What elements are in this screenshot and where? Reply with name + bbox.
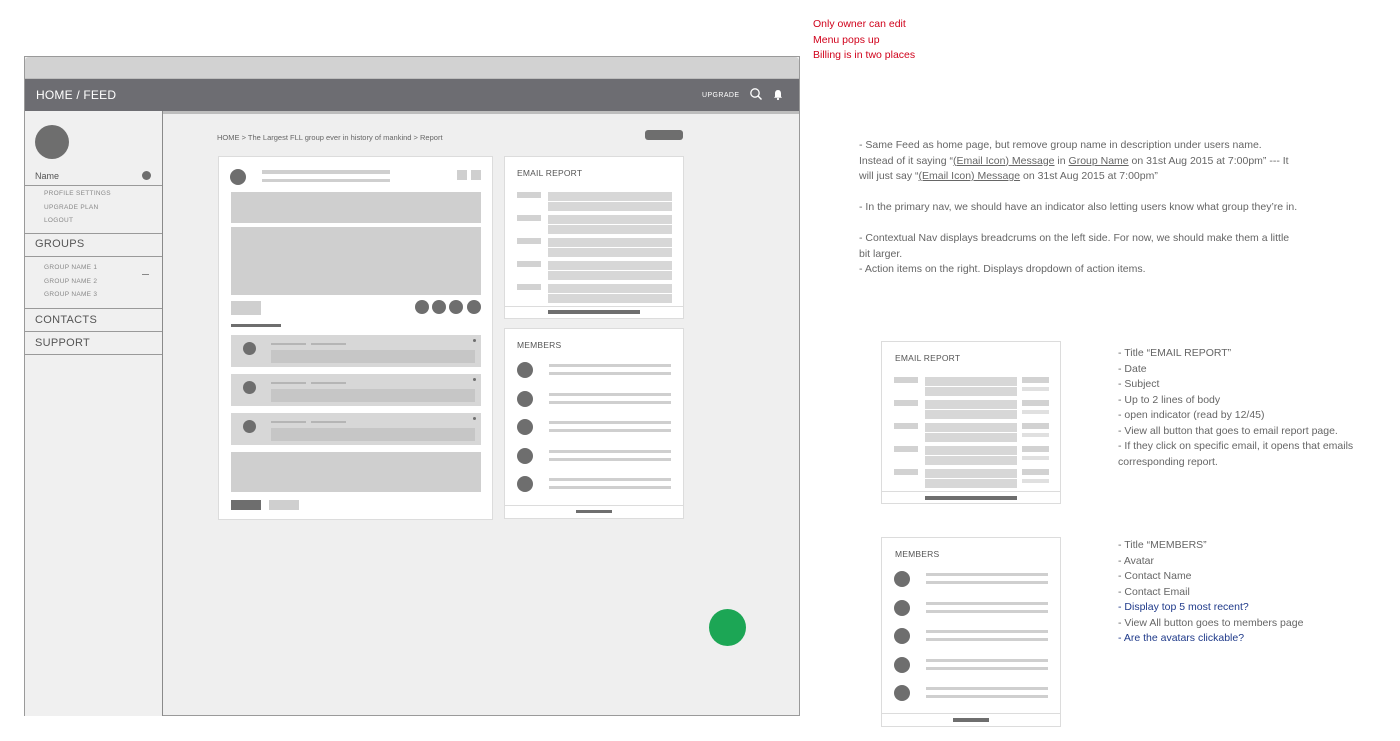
spec-item: - View All button goes to members page	[1118, 616, 1304, 629]
open-indicator-cell	[1022, 433, 1049, 437]
email-report-table	[894, 377, 1049, 487]
subject-cell	[925, 469, 1017, 478]
date-cell	[517, 215, 541, 221]
open-indicator-cell	[1022, 423, 1049, 429]
avatar[interactable]	[467, 300, 481, 314]
red-note: Billing is in two places	[813, 49, 916, 61]
sidebar-item-group[interactable]: GROUP NAME 2	[44, 277, 98, 285]
contact-email	[549, 486, 671, 489]
bell-icon[interactable]	[772, 88, 784, 101]
contact-email	[926, 638, 1048, 641]
annotation-notes	[859, 138, 1299, 278]
spec-question: - Are the avatars clickable?	[1118, 632, 1245, 644]
view-all-button[interactable]	[548, 310, 640, 314]
list-item[interactable]	[517, 362, 672, 382]
list-item[interactable]	[231, 335, 481, 367]
contact-name	[549, 364, 671, 367]
unread-dot	[473, 417, 476, 420]
spec-item: - Contact Name	[1118, 570, 1192, 582]
sidebar-item-group[interactable]: GROUP NAME 3	[44, 291, 98, 298]
avatar	[517, 391, 533, 407]
spec-question: - Display top 5 most recent?	[1118, 601, 1249, 613]
avatar	[517, 448, 533, 464]
note-action-items: - Action items on the right. Displays dropdown of action items.	[859, 263, 1146, 275]
avatar	[894, 685, 910, 701]
note-text: - Same Feed as home page, but remove group name in description under users name. Instead of it saying “	[859, 139, 1262, 167]
open-indicator-cell	[1022, 387, 1049, 391]
list-item[interactable]	[894, 571, 1049, 591]
upgrade-plan-link[interactable]: UPGRADE PLAN	[44, 203, 99, 211]
red-note: Only owner can edit	[813, 18, 906, 30]
list-item[interactable]	[517, 448, 672, 468]
text-block	[271, 428, 475, 441]
spec-item: - If they click on specific email, it opens that emails corresponding report.	[1118, 440, 1354, 468]
list-item[interactable]	[894, 685, 1049, 705]
post-body	[231, 192, 481, 223]
date-cell	[894, 423, 918, 429]
body-cell	[548, 294, 672, 303]
list-item[interactable]	[517, 476, 672, 496]
members-spec-list	[1118, 538, 1388, 647]
divider	[25, 233, 162, 234]
text-line	[311, 343, 346, 345]
list-item[interactable]	[894, 657, 1049, 677]
logout-link[interactable]: LOGOUT	[44, 217, 74, 224]
avatar	[894, 600, 910, 616]
list-item[interactable]	[517, 419, 672, 439]
body-cell	[548, 225, 672, 234]
contact-name	[549, 421, 671, 424]
table-row[interactable]	[894, 423, 1049, 443]
card-title: MEMBERS	[517, 340, 562, 350]
profile-settings-link[interactable]: PROFILE SETTINGS	[44, 190, 111, 197]
text-line	[271, 421, 306, 423]
body-cell	[548, 271, 672, 280]
email-report-spec-list	[1118, 346, 1388, 470]
text-line	[311, 421, 346, 423]
avatar	[894, 571, 910, 587]
divider	[882, 713, 1060, 714]
action-items-button[interactable]	[645, 130, 683, 140]
table-row[interactable]	[517, 284, 672, 304]
list-item[interactable]	[231, 413, 481, 445]
table-row[interactable]	[517, 238, 672, 258]
members-spec-card	[881, 537, 1061, 727]
avatar[interactable]	[35, 125, 69, 159]
action-square[interactable]	[457, 170, 467, 180]
note-text: on 31st Aug 2015 at 7:00pm” --- It will just say “	[859, 154, 1289, 182]
email-report-spec-card	[881, 341, 1061, 504]
avatar[interactable]	[432, 300, 446, 314]
upgrade-link[interactable]: UPGRADE	[702, 92, 740, 99]
spec-item: - View all button that goes to email report page.	[1118, 424, 1338, 437]
divider	[25, 354, 162, 355]
unread-dot	[473, 378, 476, 381]
divider	[882, 491, 1060, 492]
date-cell	[517, 238, 541, 244]
sidebar-item-group[interactable]: GROUP NAME 1	[44, 264, 98, 271]
note-feed	[859, 138, 1299, 185]
email-report-card	[504, 156, 684, 319]
subject-cell	[548, 238, 672, 247]
breadcrumb[interactable]: HOME > The Largest FLL group ever in history of mankind > Report	[217, 133, 443, 142]
list-item[interactable]	[517, 391, 672, 411]
date-cell	[894, 400, 918, 406]
spec-item: - Title “MEMBERS”	[1118, 539, 1207, 551]
open-indicator-cell	[1022, 410, 1049, 414]
sidebar-item-support[interactable]: SUPPORT	[35, 337, 91, 349]
subject-cell	[548, 192, 672, 201]
body-cell	[925, 410, 1017, 419]
card-title: EMAIL REPORT	[895, 353, 961, 363]
text-line	[262, 170, 390, 174]
avatar[interactable]	[449, 300, 463, 314]
table-row[interactable]	[517, 261, 672, 281]
spec-item: - Contact Email	[1118, 585, 1190, 598]
view-all-button	[953, 718, 989, 722]
open-indicator-cell	[1022, 377, 1049, 383]
divider	[25, 256, 162, 257]
contact-name	[926, 687, 1048, 690]
contact-name	[926, 659, 1048, 662]
avatar	[243, 381, 256, 394]
spec-item: - Up to 2 lines of body	[1118, 393, 1221, 406]
avatar	[243, 342, 256, 355]
text-block	[271, 350, 475, 363]
body-cell	[925, 433, 1017, 442]
search-icon[interactable]	[749, 87, 763, 101]
avatar[interactable]	[415, 300, 429, 314]
spec-item: - Subject	[1118, 378, 1160, 390]
table-row[interactable]	[517, 192, 672, 212]
body-cell	[925, 456, 1017, 465]
avatar	[517, 362, 533, 378]
text-line	[271, 382, 306, 384]
subject-cell	[925, 400, 1017, 409]
contact-name	[926, 573, 1048, 576]
open-indicator-cell	[1022, 479, 1049, 483]
subject-cell	[548, 284, 672, 293]
open-indicator-cell	[1022, 456, 1049, 460]
subject-cell	[925, 446, 1017, 455]
subject-cell	[548, 261, 672, 270]
subject-cell	[925, 377, 1017, 386]
text-line	[271, 343, 306, 345]
contact-name	[549, 393, 671, 396]
date-cell	[517, 261, 541, 267]
date-cell	[894, 377, 918, 383]
contact-email	[549, 458, 671, 461]
contact-email	[549, 372, 671, 375]
members-card	[504, 328, 684, 519]
text-line	[311, 382, 346, 384]
view-all-button	[925, 496, 1017, 500]
table-row[interactable]	[894, 377, 1049, 397]
sidebar	[25, 111, 163, 716]
red-note: Menu pops up	[813, 33, 880, 46]
card-title: MEMBERS	[895, 549, 940, 559]
divider	[25, 308, 162, 309]
divider	[505, 505, 683, 506]
list-item[interactable]	[894, 628, 1049, 648]
email-report-table	[517, 192, 672, 302]
note-link: Group Name	[1068, 154, 1129, 167]
date-cell	[517, 284, 541, 290]
avatar	[517, 419, 533, 435]
date-cell	[894, 469, 918, 475]
divider	[505, 306, 683, 307]
subject-cell	[548, 215, 672, 224]
contact-email	[926, 610, 1048, 613]
contact-email	[926, 667, 1048, 670]
red-notes	[813, 17, 915, 64]
contact-email	[549, 429, 671, 432]
sidebar-item-contacts[interactable]: CONTACTS	[35, 314, 98, 326]
floating-action-button[interactable]	[709, 609, 746, 646]
contact-email	[926, 581, 1048, 584]
comment-box[interactable]	[231, 452, 481, 492]
divider	[25, 331, 162, 332]
avatar[interactable]	[230, 169, 246, 185]
spec-item: - Title “EMAIL REPORT”	[1118, 347, 1232, 359]
date-cell	[894, 446, 918, 452]
list-item[interactable]	[231, 374, 481, 406]
nav-title[interactable]: HOME / FEED	[36, 88, 117, 102]
subject-cell	[925, 423, 1017, 432]
contact-name	[926, 630, 1048, 633]
contact-email	[549, 401, 671, 404]
members-list	[894, 571, 1049, 711]
body-cell	[548, 248, 672, 257]
profile-menu	[44, 187, 111, 228]
unread-dot	[473, 339, 476, 342]
open-indicator-cell	[1022, 446, 1049, 452]
date-cell	[517, 192, 541, 198]
view-all-button[interactable]	[576, 510, 612, 513]
note-primary-nav: - In the primary nav, we should have an indicator also letting users know what group they’re in.	[859, 201, 1298, 213]
note-link: (Email Icon) Message	[952, 154, 1055, 167]
primary-nav	[25, 79, 799, 111]
post-image[interactable]	[231, 227, 481, 295]
table-row[interactable]	[894, 446, 1049, 466]
table-row[interactable]	[517, 215, 672, 235]
sidebar-item-groups[interactable]: GROUPS	[35, 238, 85, 250]
user-name[interactable]: Name	[35, 171, 60, 181]
note-link: (Email Icon) Message	[918, 170, 1021, 182]
avatar	[894, 628, 910, 644]
avatar	[894, 657, 910, 673]
feed-card	[218, 156, 493, 520]
open-indicator-cell	[1022, 400, 1049, 406]
contact-name	[549, 450, 671, 453]
body-cell	[548, 202, 672, 211]
action-square[interactable]	[471, 170, 481, 180]
spec-item: - open indicator (read by 12/45)	[1118, 409, 1265, 421]
contact-name	[549, 478, 671, 481]
note-text: in	[1054, 154, 1069, 167]
group-list	[44, 261, 97, 302]
note-contextual-nav: - Contextual Nav displays breadcrums on the left side. For now, we should make them a little bit larger.	[859, 232, 1290, 260]
post-meta	[231, 301, 261, 315]
note-text: on 31st Aug 2015 at 7:00pm”	[1020, 170, 1158, 182]
avatar	[517, 476, 533, 492]
contact-name	[926, 602, 1048, 605]
list-item[interactable]	[894, 600, 1049, 620]
avatar	[243, 420, 256, 433]
divider	[25, 185, 162, 186]
open-indicator-cell	[1022, 469, 1049, 475]
post-button[interactable]	[231, 500, 261, 510]
cancel-button[interactable]	[269, 500, 299, 510]
browser-window	[24, 56, 800, 716]
section-underline	[231, 324, 281, 327]
window-chrome	[25, 57, 799, 79]
spec-item: - Date	[1118, 362, 1147, 375]
spec-item: - Avatar	[1118, 554, 1154, 567]
contact-email	[926, 695, 1048, 698]
members-list	[517, 362, 672, 502]
body-cell	[925, 479, 1017, 488]
body-cell	[925, 387, 1017, 396]
text-block	[271, 389, 475, 402]
profile-toggle-dot[interactable]	[142, 171, 151, 180]
card-title: EMAIL REPORT	[517, 168, 583, 178]
table-row[interactable]	[894, 400, 1049, 420]
text-line	[262, 179, 390, 182]
group-active-indicator	[142, 274, 149, 275]
table-row[interactable]	[894, 469, 1049, 489]
